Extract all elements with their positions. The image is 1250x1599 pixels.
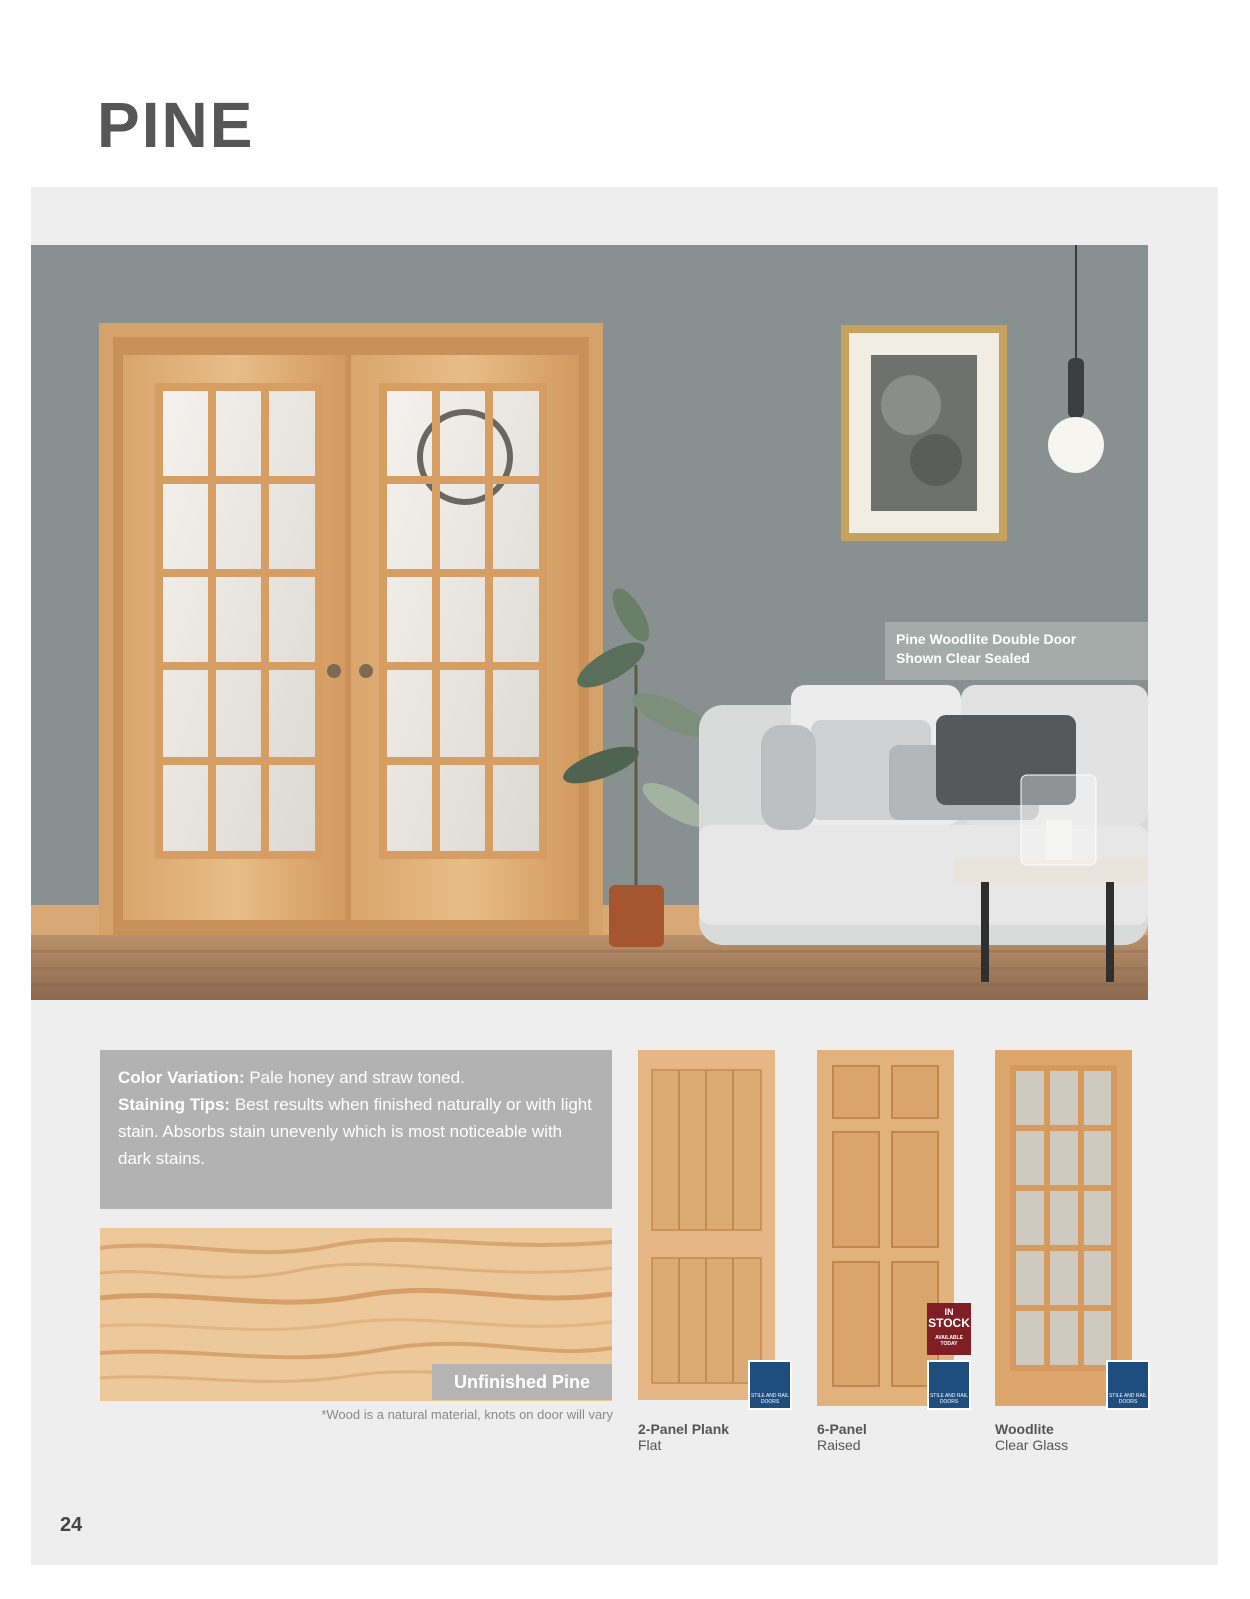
door-1-style: Flat <box>638 1437 662 1453</box>
wood-note: *Wood is a natural material, knots on door will vary <box>321 1407 613 1422</box>
staining-tips-text: Best results when finished naturally or with light stain. Absorbs stain unevenly which is most noticeable with dark stains. <box>118 1095 592 1168</box>
door-2-panel-plank-illustration <box>638 1050 775 1400</box>
swatch-label: Unfinished Pine <box>432 1364 612 1400</box>
page-title: PINE <box>97 89 255 161</box>
stile-rail-badge-icon <box>927 1360 971 1410</box>
page-number: 24 <box>60 1514 83 1536</box>
in-stock-badge <box>927 1303 971 1355</box>
in-stock-bottom: AVAILABLE TODAY <box>935 1335 963 1347</box>
wood-info-box <box>100 1050 612 1209</box>
door-woodlite-illustration <box>995 1050 1132 1406</box>
caption-line-2: Shown Clear Sealed <box>896 650 1030 666</box>
door-2-panel-plank-image[interactable] <box>638 1050 795 1400</box>
badge-text: STILE AND RAIL DOORS <box>929 1393 969 1405</box>
color-variation-text: Pale honey and straw toned. <box>249 1068 465 1087</box>
door-3-label <box>995 1421 1068 1453</box>
stile-rail-badge-icon <box>748 1360 792 1410</box>
door-2-name: 6-Panel <box>817 1421 867 1437</box>
door-2-label <box>817 1421 867 1453</box>
in-stock-top: IN <box>944 1307 954 1317</box>
caption-line-1: Pine Woodlite Double Door <box>896 631 1077 647</box>
door-3-name: Woodlite <box>995 1421 1054 1437</box>
door-3-style: Clear Glass <box>995 1437 1069 1453</box>
badge-text: STILE AND RAIL DOORS <box>1108 1393 1148 1405</box>
stile-rail-badge-icon <box>1106 1360 1150 1410</box>
badge-text: STILE AND RAIL DOORS <box>750 1393 790 1405</box>
door-1-name: 2-Panel Plank <box>638 1421 730 1437</box>
staining-tips-label: Staining Tips: <box>118 1095 231 1114</box>
color-variation-label: Color Variation: <box>118 1068 245 1087</box>
door-2-style: Raised <box>817 1437 861 1453</box>
door-1-label <box>638 1421 729 1453</box>
in-stock-mid: STOCK <box>928 1316 970 1330</box>
door-woodlite-image[interactable] <box>995 1050 1152 1400</box>
hero-caption <box>885 622 1148 680</box>
